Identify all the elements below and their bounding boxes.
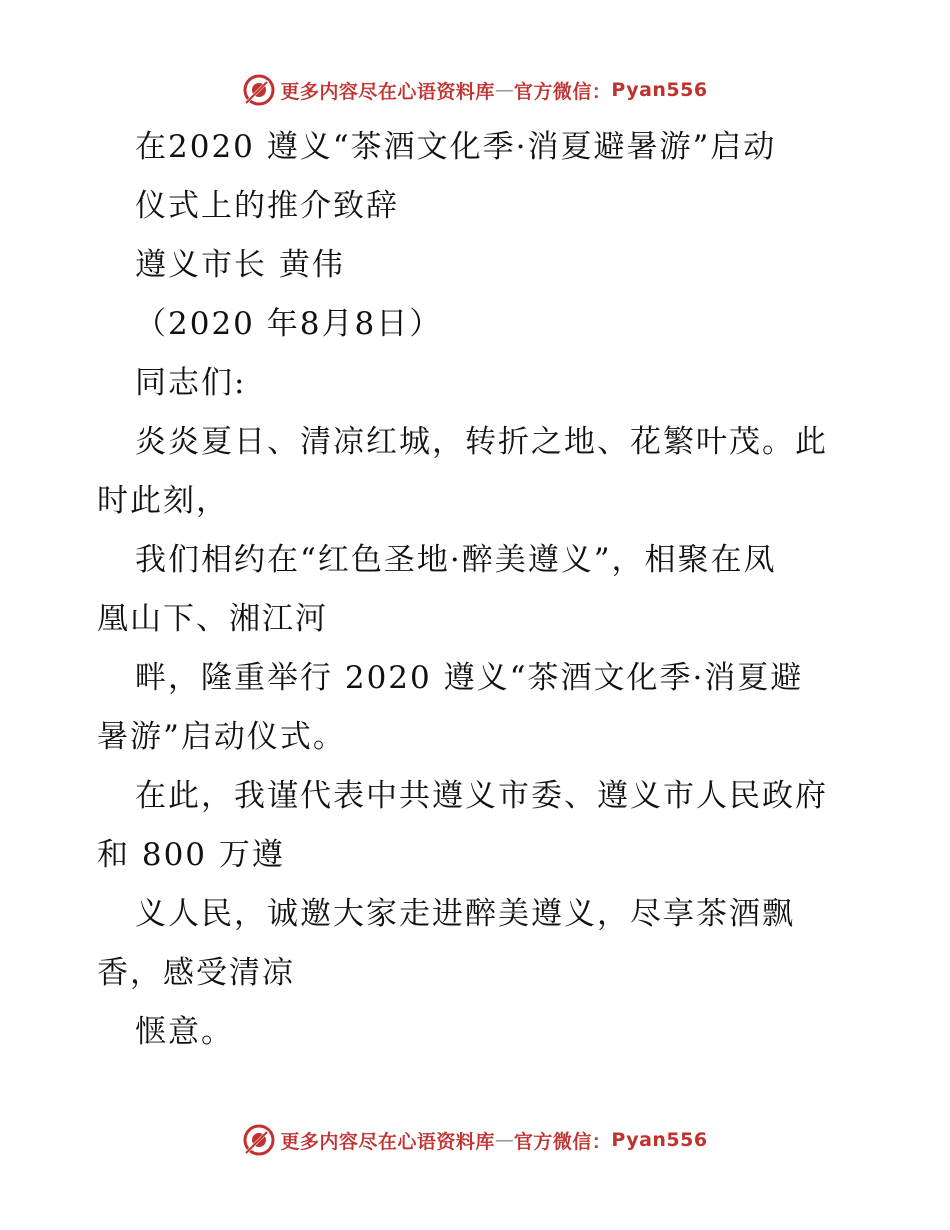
paragraph-line: 畔，隆重举行 2020 遵义“茶酒文化季·消夏避 bbox=[135, 660, 804, 696]
paragraph-line: 和 800 万遵 bbox=[97, 837, 285, 873]
logo-icon bbox=[242, 1123, 276, 1157]
paragraph-line: 凰山下、湘江河 bbox=[97, 601, 328, 637]
watermark-wechat-label: 官方微信： bbox=[513, 1130, 612, 1153]
watermark-dash: — bbox=[494, 1129, 514, 1151]
paragraph-line: 义人民，诚邀大家走进醉美遵义，尽享茶酒飘 bbox=[135, 896, 795, 932]
watermark-footer bbox=[0, 1120, 950, 1160]
paragraph-line: 惬意。 bbox=[135, 1014, 234, 1050]
watermark-site: 更多内容尽在心语资料库 bbox=[280, 1130, 495, 1153]
watermark-header bbox=[0, 70, 950, 110]
document-body bbox=[97, 118, 857, 1062]
watermark-wechat-id: Pyan556 bbox=[611, 1129, 708, 1151]
doc-author: 遵义市长 黄伟 bbox=[135, 247, 345, 283]
watermark-wechat-label: 官方微信： bbox=[513, 80, 612, 103]
watermark-wechat-id: Pyan556 bbox=[611, 79, 708, 101]
doc-date: （2020 年8月8日） bbox=[135, 306, 443, 342]
paragraph-line: 时此刻， bbox=[97, 483, 229, 519]
paragraph-line: 香，感受清凉 bbox=[97, 955, 295, 991]
paragraph-line: 炎炎夏日、清凉红城，转折之地、花繁叶茂。此 bbox=[135, 424, 828, 460]
watermark-site: 更多内容尽在心语资料库 bbox=[280, 80, 495, 103]
doc-salutation: 同志们: bbox=[135, 365, 247, 401]
paragraph-line: 我们相约在“红色圣地·醉美遵义”，相聚在凤 bbox=[135, 542, 777, 578]
doc-title-line-2: 仪式上的推介致辞 bbox=[135, 188, 399, 224]
paragraph-line: 暑游”启动仪式。 bbox=[97, 719, 346, 755]
logo-icon bbox=[242, 73, 276, 107]
watermark-dash: — bbox=[494, 79, 514, 101]
paragraph-line: 在此，我谨代表中共遵义市委、遵义市人民政府 bbox=[135, 778, 828, 814]
doc-title-line-1: 在2020 遵义“茶酒文化季·消夏避暑游”启动 bbox=[135, 129, 777, 165]
